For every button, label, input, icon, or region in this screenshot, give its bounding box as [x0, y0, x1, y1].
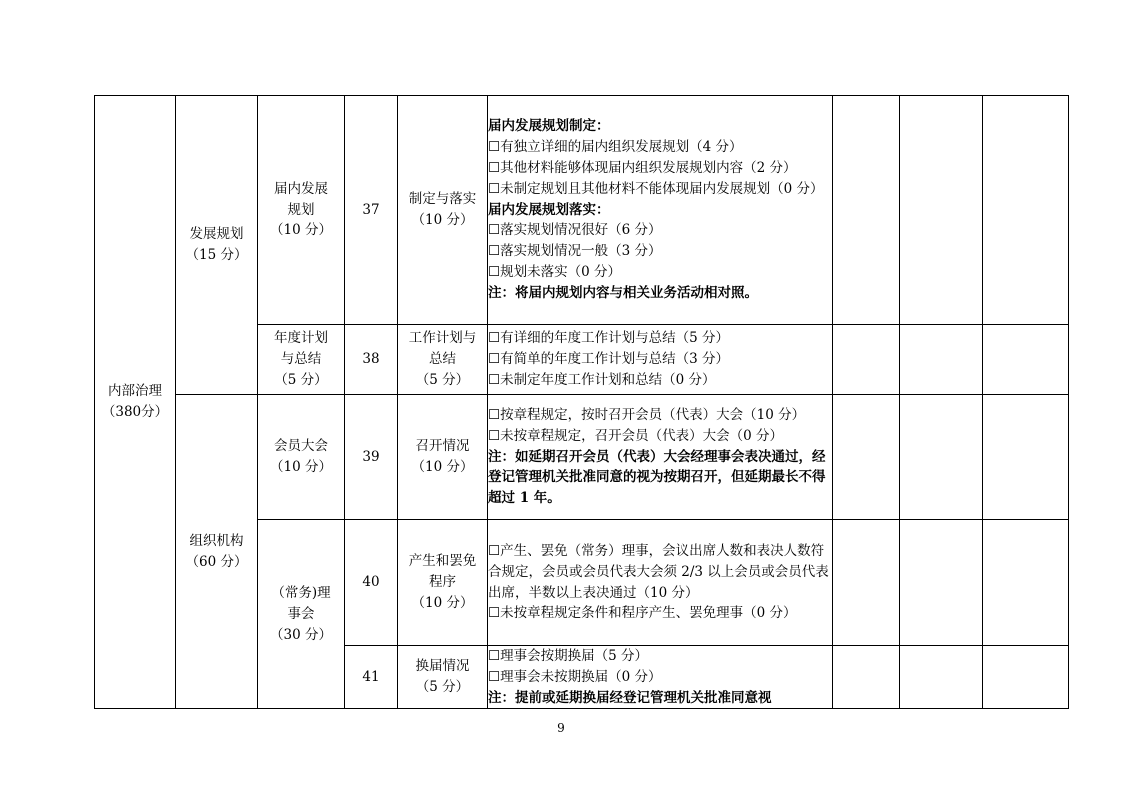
criteria-line: ☐落实规划情况一般（3 分） [488, 243, 662, 260]
content-score: （5 分） [415, 679, 470, 696]
blank-cell [900, 520, 983, 646]
criteria-line: ☐未按章程规定条件和程序产生、罢免理事（0 分） [488, 605, 797, 622]
item-name: 年度计划与总结 [274, 330, 328, 368]
item-cell [258, 325, 345, 395]
item-name: （常务)理事会 [271, 585, 331, 622]
item-score: （10 分） [270, 222, 332, 239]
table-row [95, 395, 1069, 520]
criteria-cell [488, 395, 833, 520]
criteria-line: 届内发展规划落实： [488, 201, 610, 218]
criteria-line: 注：将届内规划内容与相关业务活动相对照。 [488, 284, 758, 301]
criteria-line: ☐其他材料能够体现届内组织发展规划内容（2 分） [488, 160, 797, 176]
subcategory-cell [176, 395, 258, 709]
criteria-line: ☐未制定规划且其他材料不能体现届内发展规划（0 分） [488, 180, 824, 197]
criteria-cell [488, 325, 833, 395]
criteria-line: ☐落实规划情况很好（6 分） [488, 222, 662, 239]
criteria-line: 注：如延期召开会员（代表）大会经理事会表决通过，经登记管理机关批准同意的视为按期召开，但延期最长不得超过 1 年。 [488, 448, 826, 507]
blank-cell [983, 96, 1069, 325]
blank-cell [833, 395, 900, 520]
criteria-line: ☐规划未落实（0 分） [488, 263, 621, 280]
blank-cell [900, 646, 983, 709]
item-cell [258, 395, 345, 520]
content-cell [398, 520, 488, 646]
page-number: 9 [557, 721, 565, 735]
content-cell [398, 96, 488, 325]
criteria-line: ☐有独立详细的届内组织发展规划（4 分） [488, 139, 743, 156]
content-cell [398, 646, 488, 709]
criteria-cell [488, 520, 833, 646]
content-cell [398, 325, 488, 395]
content-name: 召开情况 [415, 438, 470, 455]
evaluation-table [94, 95, 1069, 709]
category-score: （380分） [101, 404, 169, 421]
blank-cell [900, 395, 983, 520]
blank-cell [833, 520, 900, 646]
criteria-line: 届内发展规划制定： [488, 118, 610, 135]
blank-cell [983, 646, 1069, 709]
criteria-cell [488, 646, 833, 709]
criteria-line: ☐未制定年度工作计划和总结（0 分） [488, 371, 716, 388]
item-score: （5 分） [274, 371, 328, 388]
content-name: 工作计划与总结 [408, 330, 477, 368]
item-cell [258, 520, 345, 709]
criteria-line: ☐理事会未按期换届（0 分） [488, 668, 662, 685]
subcategory-name: 组织机构 [189, 532, 244, 549]
blank-cell [833, 646, 900, 709]
content-name: 换届情况 [415, 658, 470, 675]
item-number: 37 [345, 96, 398, 325]
item-number: 38 [345, 325, 398, 395]
blank-cell [900, 325, 983, 395]
content-name: 产生和罢免程序 [408, 553, 477, 591]
criteria-line: ☐按章程规定，按时召开会员（代表）大会（10 分） [488, 407, 806, 423]
item-score: （10 分） [270, 459, 332, 475]
criteria-cell [488, 96, 833, 325]
criteria-line: 注：提前或延期换届经登记管理机关批准同意视 [488, 689, 772, 706]
content-name: 制定与落实 [408, 191, 477, 208]
criteria-line: ☐产生、罢免（常务）理事，会议出席人数和表决人数符合规定，会员或会员代表大会须 2/3 以上会员或会员代表出席，半数以上表决通过（10 分） [488, 542, 829, 601]
category-name: 内部治理 [108, 383, 162, 400]
criteria-line: ☐有简单的年度工作计划与总结（3 分） [488, 351, 729, 368]
subcategory-cell [176, 96, 258, 395]
blank-cell [900, 96, 983, 325]
item-number: 39 [345, 395, 398, 520]
content-score: （10 分） [411, 212, 474, 228]
criteria-line: ☐有详细的年度工作计划与总结（5 分） [488, 330, 729, 347]
subcategory-score: （15 分） [185, 247, 248, 263]
item-score: （30 分） [270, 626, 332, 643]
blank-cell [983, 520, 1069, 646]
subcategory-name: 发展规划 [189, 226, 244, 243]
content-score: （5 分） [415, 371, 470, 388]
content-cell [398, 395, 488, 520]
blank-cell [833, 325, 900, 395]
subcategory-score: （60 分） [185, 553, 248, 570]
blank-cell [983, 325, 1069, 395]
category-cell [95, 96, 176, 709]
item-name: 届内发展规划 [274, 180, 328, 218]
criteria-line: ☐理事会按期换届（5 分） [488, 648, 648, 664]
criteria-line: ☐未按章程规定，召开会员（代表）大会（0 分） [488, 427, 783, 444]
blank-cell [833, 96, 900, 325]
item-cell [258, 96, 345, 325]
blank-cell [983, 395, 1069, 520]
item-name: 会员大会 [274, 438, 328, 455]
content-score: （10 分） [411, 459, 474, 475]
item-number: 41 [345, 646, 398, 709]
content-score: （10 分） [411, 594, 474, 611]
item-number: 40 [345, 520, 398, 646]
table-row [95, 96, 1069, 325]
